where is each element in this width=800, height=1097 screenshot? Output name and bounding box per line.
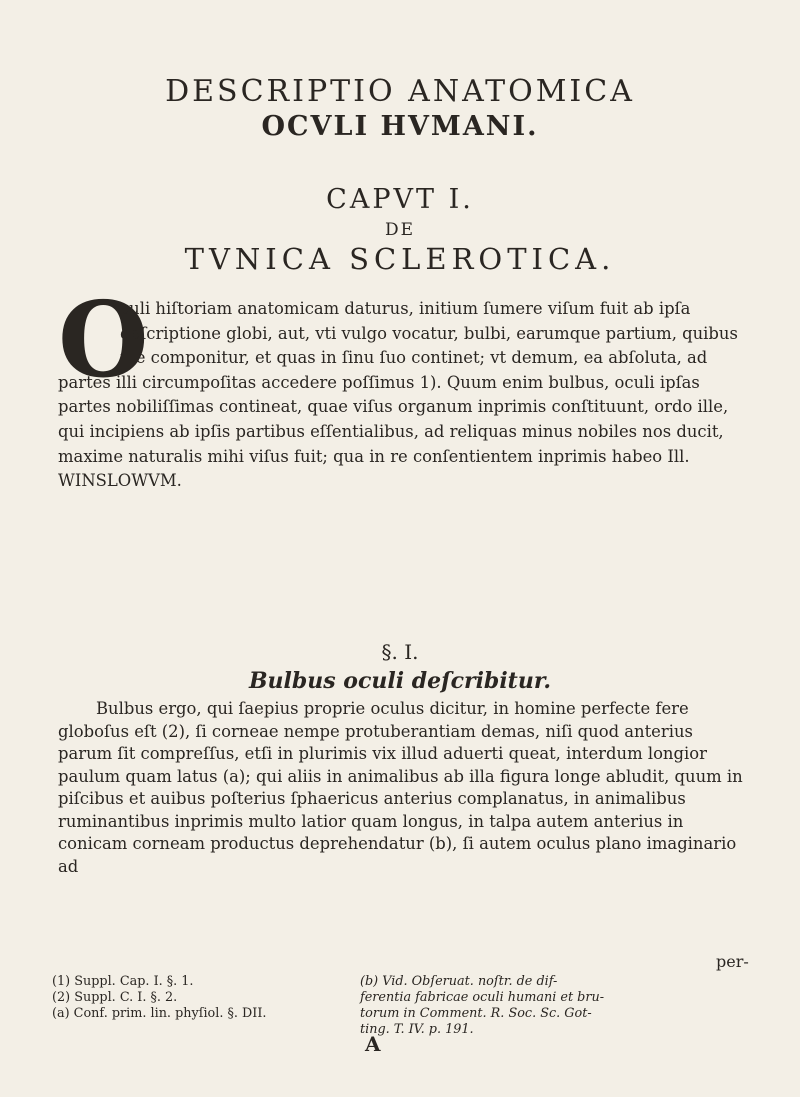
chapter-de: DE (384, 220, 416, 240)
footnotes-left (52, 974, 266, 1022)
footnote: ting. T. IV. p. 191. (360, 1022, 474, 1037)
chapter-topic: TVNICA SCLEROTICA. (184, 242, 616, 276)
chapter-label: CAPVT I. (326, 184, 474, 215)
footnote: (b) Vid. Obſeruat. noſtr. de dif- (360, 974, 558, 989)
drop-cap-space (58, 297, 120, 367)
section-number: §. I. (381, 640, 419, 664)
main-subtitle: OCVLI HVMANI. (261, 111, 539, 142)
main-title: DESCRIPTIO ANATOMICA (165, 74, 635, 109)
section-paragraph: Bulbus ergo, qui ſaepius proprie oculus dicitur, in homine perfecte fere globoſus eſt (2), ſi corneae nempe protuberantiam demas, niſi quod anterius parum ſit compreſſus, etſi in plurimis vix illud aduerti queat, interdum longior paulum quam latus (a); qui aliis in animalibus ab illa figura longe abludit, quum in piſcibus et auibus poſterius ſphaericus anterius complanatus, in animalibus ruminantibus inprimis multo latior quam longus, in talpa autem anterius in conicam corneam productus deprehendatur (b), ſi autem oculus plano imaginario ad (58, 699, 743, 876)
footnote: (1) Suppl. Cap. I. §. 1. (52, 974, 194, 989)
footnote: torum in Comment. R. Soc. Sc. Got- (360, 1006, 592, 1021)
signature-mark: A (365, 1032, 381, 1056)
footnote: (a) Conf. prim. lin. phyſiol. §. DII. (52, 1006, 267, 1021)
drop-cap: O (58, 278, 149, 401)
footnote: (2) Suppl. C. I. §. 2. (52, 990, 178, 1005)
intro-paragraph (58, 297, 748, 494)
catchword: per- (716, 952, 749, 971)
footnotes-right (360, 974, 604, 1038)
intro-text: culi hiſtoriam anatomicam daturus, initium ſumere viſum fuit ab ipſa deſcriptione globi, aut, vti vulgo vocatur, bulbi, earumque partium, quibus ille componitur, et quas in ſinu ſuo continet; vt demum, ea abſoluta, ad partes illi circumpoſitas accedere poſſimus 1). Quum enim bulbus, oculi ipſas partes nobiliſſimas contineat, quae viſus organum inprimis conſtituunt, ordo ille, qui incipiens ab ipſis partibus eſſentialibus, ad reliquas minus nobiles nos ducit, maxime naturalis mihi viſus fuit; qua in re conſentientem inprimis habeo Ill. WINSLOWVM. (58, 299, 738, 491)
section-title: Bulbus oculi deſcribitur. (248, 668, 552, 694)
footnote: ferentia fabricae oculi humani et bru- (360, 990, 605, 1005)
